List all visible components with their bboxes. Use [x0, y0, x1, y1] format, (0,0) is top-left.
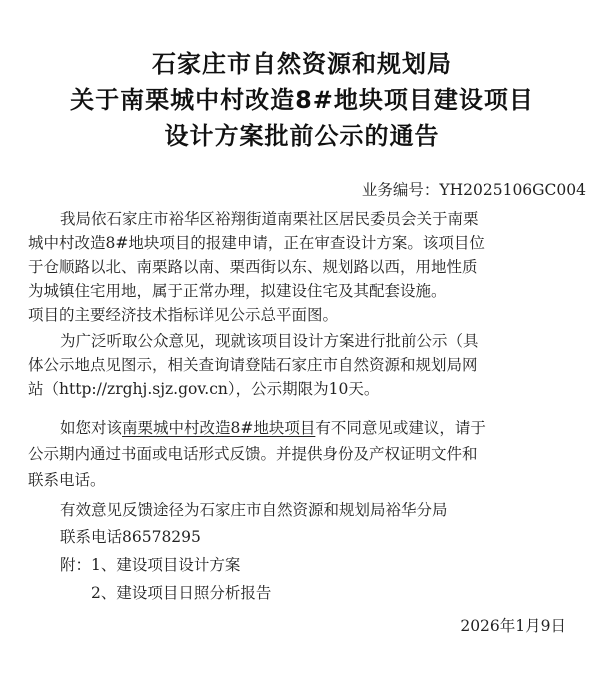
attachment-item-2: 2、建设项目日照分析报告: [91, 584, 272, 602]
paragraph-1-line-1: 我局依石家庄市裕华区裕翔街道南栗社区居民委员会关于南栗: [60, 210, 479, 228]
paragraph-3-prefix: 如您对该: [60, 419, 123, 437]
paragraph-2-line-2: 体公示地点见图示，相关查询请登陆石家庄市自然资源和规划局网: [28, 356, 478, 374]
feedback-channel: 有效意见反馈途径为石家庄市自然资源和规划局裕华分局: [60, 501, 448, 519]
document-title-line-3: 设计方案批前公示的通告: [164, 122, 440, 150]
attachment-item-1: 附：1、建设项目设计方案: [60, 556, 241, 574]
paragraph-1-line-5: 项目的主要经济技术指标详见公示总平面图。: [28, 306, 339, 324]
paragraph-1-line-4: 为城镇住宅用地，属于正常办理，拟建设住宅及其配套设施。: [28, 282, 447, 300]
contact-phone: 联系电话86578295: [60, 528, 201, 546]
paragraph-3-line-1: [60, 416, 486, 438]
paragraph-3-suffix: 有不同意见或建议，请于: [315, 419, 486, 437]
paragraph-3-line-2: 公示期内通过书面或电话形式反馈。并提供身份及产权证明文件和: [28, 445, 478, 463]
paragraph-2-line-1: 为广泛听取公众意见，现就该项目设计方案进行批前公示（具: [60, 332, 479, 350]
paragraph-1-line-2: 城中村改造8#地块项目的报建申请，正在审查设计方案。该项目位: [28, 234, 485, 252]
publication-date: 2026年1月9日: [460, 617, 566, 635]
paragraph-1-line-3: 于仓顺路以北、南栗路以南、栗西街以东、规划路以西，用地性质: [28, 258, 478, 276]
project-name-underlined: 南栗城中村改造8#地块项目: [122, 419, 316, 437]
paragraph-2-line-3: 站（http://zrghj.sjz.gov.cn），公示期限为10天。: [28, 380, 380, 398]
document-title-line-2: 关于南栗城中村改造8#地块项目建设项目: [70, 86, 534, 114]
document-number: 业务编号：YH2025106GC004: [361, 181, 586, 199]
paragraph-3-line-3: 联系电话。: [28, 471, 106, 489]
document-title-line-1: 石家庄市自然资源和规划局: [152, 50, 452, 78]
